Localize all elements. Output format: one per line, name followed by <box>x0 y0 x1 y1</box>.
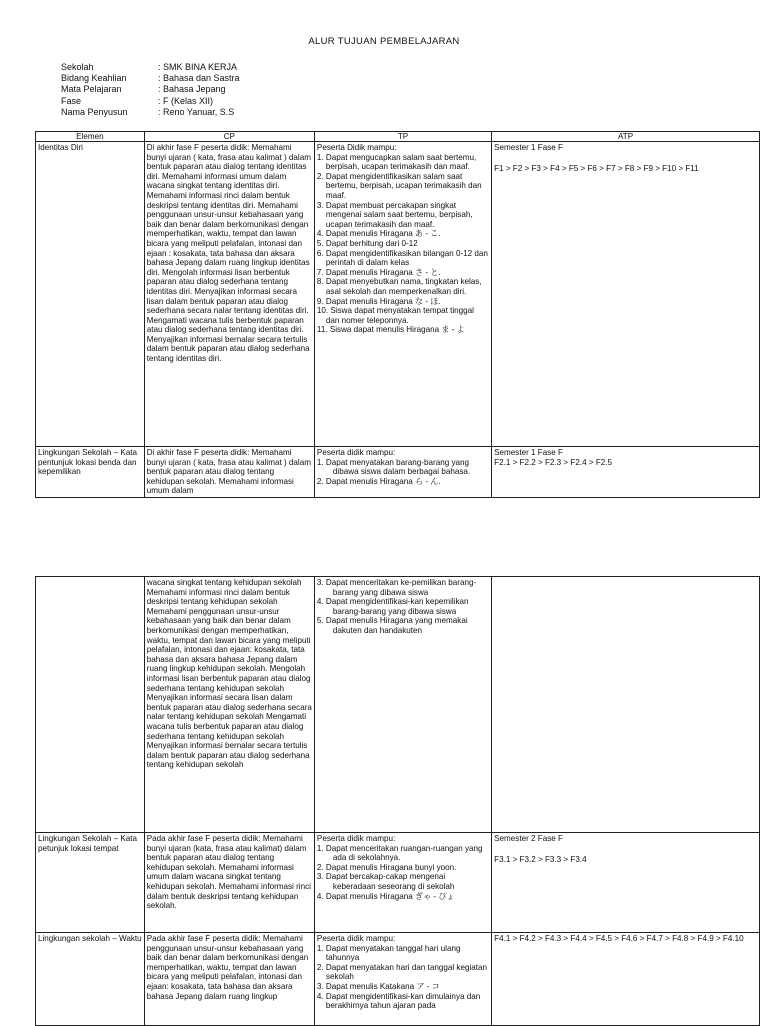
cell-elemen <box>36 577 145 833</box>
cell-atp <box>492 142 760 447</box>
atp-sequence: F4.1 > F4.2 > F4.3 > F4.4 > F4.5 > F4.6 > F4.7 > F4.8 > F4.9 > F4.10 <box>494 934 744 943</box>
meta-key: Fase <box>61 95 82 106</box>
tp-list <box>317 944 489 1011</box>
meta-value: : SMK BINA KERJA <box>158 62 238 72</box>
meta-row-subject <box>61 84 240 95</box>
table-row <box>36 577 760 833</box>
atp-title: Semester 2 Fase F <box>494 834 563 843</box>
tp-item: 8. Dapat menyebutkan nama, tingkatan kelas, asal sekolah dan memperkenalkan diri. <box>316 277 482 296</box>
atp-sequence: F1 > F2 > F3 > F4 > F5 > F6 > F7 > F8 > F9 > F10 > F11 <box>494 163 699 173</box>
atp-table-page-2 <box>35 576 760 1026</box>
cell-elemen: Lingkungan Sekolah – Kata pentunjuk lokasi benda dan kepemilikan <box>36 447 145 498</box>
tp-item: 1. Dapat menyatakan tanggal hari ulang tahunnya <box>316 943 461 963</box>
atp-table-page-1 <box>35 131 760 498</box>
tp-list <box>317 578 489 636</box>
atp-title: Semester 1 Fase F <box>494 448 563 457</box>
meta-key: Nama Penyusun <box>61 106 128 117</box>
atp-sequence: F2.1 > F2.2 > F2.3 > F2.4 > F2.5 <box>494 457 613 467</box>
cell-elemen: Lingkungan sekolah – Waktu <box>36 933 145 1026</box>
header-cp: CP <box>144 132 314 142</box>
cell-tp <box>314 833 491 933</box>
tp-item: 2. Dapat menyatakan hari dan tanggal kegiatan sekolah <box>316 962 488 982</box>
cell-cp: Di akhir fase F peserta didik: Memahami bunyi ujaran ( kata, frasa atau kalimat ) dalam bentuk paparan atau dialog tentang kehidupan sekolah. Memahami informasi umum dalam <box>144 447 314 498</box>
tp-item: 5. Dapat menulis Hiragana yang memakai dakuten dan handakuten <box>316 616 468 635</box>
meta-key: Sekolah <box>61 62 94 72</box>
table-row <box>36 833 760 933</box>
meta-row-author <box>61 107 240 118</box>
tp-item: 11. Siswa dapat menulis Hiragana ま - よ <box>316 325 465 335</box>
tp-item: 1. Dapat menceritakan ruangan-ruangan yang ada di sekolahnya. <box>316 843 483 863</box>
meta-value: : F (Kelas XII) <box>158 95 214 106</box>
tp-item: 4. Dapat mengidentifikasi-kan dimulainya dan berakhirnya tahun ajaran pada <box>316 991 481 1011</box>
tp-item: 10. Siswa dapat menyatakan tempat tinggal dan nomer teleponnya. <box>316 306 474 325</box>
tp-intro: Peserta didik mampu: <box>316 834 396 843</box>
atp-sequence: F3.1 > F3.2 > F3.3 > F3.4 <box>494 854 587 864</box>
tp-item: 3. Dapat bercakap-cakap mengenai keberadaan seseorang di sekolah <box>316 872 455 891</box>
tp-item: 9. Dapat menulis Hiragana な - ほ. <box>316 296 441 306</box>
cell-atp <box>492 933 760 1026</box>
cell-tp <box>314 142 491 447</box>
cell-cp: Pada akhir fase F peserta didik: Memahami bunyi ujaran (kata, frasa atau kalimat) dalam bentuk paparan atau dialog tentang kehidupan sekolah. Memahami informasi umum dalam wacana singkat tentang kehidupan sekolah. Memahami informasi rinci dalam bentuk deskripsi tentang kehidupan sekolah. <box>144 833 314 933</box>
meta-row-phase <box>61 96 240 107</box>
table-row <box>36 447 760 498</box>
tp-intro: Peserta didik mampu: <box>316 934 396 943</box>
cell-atp <box>492 577 760 833</box>
cell-atp <box>492 833 760 933</box>
meta-value: : Bahasa Jepang <box>158 84 226 95</box>
atp-title: Semester 1 Fase F <box>494 143 563 152</box>
cell-tp <box>314 933 491 1026</box>
header-atp: ATP <box>492 132 760 142</box>
tp-item: 2. Dapat mengidentifikasikan salam saat bertemu, berpisah, ucapan terimakasih dan maaf. <box>316 171 482 200</box>
tp-list <box>317 844 489 902</box>
tp-item: 2. Dapat menulis Hiragana bunyi yoon. <box>316 862 457 872</box>
tp-item: 1. Dapat menyatakan barang-barang yang dibawa siswa dalam berbagai bahasa. <box>316 457 471 477</box>
header-tp: TP <box>314 132 491 142</box>
document-title: ALUR TUJUAN PEMBELAJARAN <box>308 36 460 47</box>
meta-row-school <box>61 62 240 73</box>
meta-key: Mata Pelajaran <box>61 84 122 95</box>
tp-item: 3. Dapat membuat percakapan singkat mengenai salam saat bertemu, berpisah, ucapan terimakasih dan maaf. <box>316 200 473 229</box>
tp-item: 4. Dapat mengidentifikasi-kan kepemilikan barang-barang yang dibawa siswa <box>316 597 469 616</box>
cell-tp <box>314 577 491 833</box>
tp-item: 1. Dapat mengucapkan salam saat bertemu, berpisah, ucapan terimakasih dan maaf. <box>316 152 477 172</box>
tp-item: 2. Dapat menulis Hiragana ら - ん. <box>316 476 441 486</box>
document-meta <box>61 62 240 118</box>
tp-item: 3. Dapat menceritakan ke-pemilikan barang-barang yang dibawa siswa <box>316 578 477 597</box>
meta-value: : Reno Yanuar, S.S <box>158 106 235 117</box>
tp-intro: Peserta didik mampu: <box>316 448 396 457</box>
meta-key: Bidang Keahlian <box>61 73 127 84</box>
tp-list <box>317 458 489 487</box>
tp-item: 7. Dapat menulis Hiragana さ - と. <box>316 267 441 277</box>
tp-list <box>317 153 489 335</box>
cell-cp: Pada akhir fase F peserta didik: Memahami penggunaan unsur-unsur kebahasaan yang baik dan benar dalam berkomunikasi dengan memperhatikan, waktu, tempat dan lawan bicara yang meliputi pelafalan, intonasi dan ejaan: kosakata, tata bahasa dan aksara bahasa Jepang dalam ruang lingkup <box>144 933 314 1026</box>
cell-tp <box>314 447 491 498</box>
tp-intro: Peserta Didik mampu: <box>316 143 397 152</box>
table-row <box>36 933 760 1026</box>
header-elemen: Elemen <box>36 132 145 142</box>
tp-item: 4. Dapat menulis Hiragana あ - こ. <box>316 229 441 239</box>
table-row <box>36 142 760 447</box>
tp-item: 6. Dapat mengidentifikasikan bilangan 0-12 dan perintah di dalam kelas <box>316 248 488 268</box>
tp-item: 4. Dapat menulis Hiragana ぎゃ - ぴょ <box>316 891 455 901</box>
table-header-row <box>36 132 760 142</box>
cell-cp: Di akhir fase F peserta didik: Memahami bunyi ujaran ( kata, frasa atau kalimat ) dalam bentuk paparan atau dialog tentang identitas diri. Memahami informasi umum dalam wacana singkat tentang identitas diri. Memahami informasi rinci dalam bentuk deskripsi tentang identitas diri. Memahami penggunaan unsur-unsur kebahasaan yang baik dan benar dalam berkomunikasi dengan memperhatikan, waktu, tempat dan lawan bicara yang meliputi pelafalan, intonasi dan ejaan : kosakata, tata bahasa dan aksara bahasa Jepang dalam ruang lingkup identitas diri. Mengolah informasi lisan berbentuk paparan atau dialog sederhana tentang identitas diri. Menyajikan informasi secara lisan dalam bentuk paparan atau dialog sederhana secara nalar tentang identitas diri. Mengamati wacana tulis berbentuk paparan atau dialog sederhana tentang identitas diri. Menyajikan informasi bernalar secara tertulis dalam bentuk paparan atau dialog sederhana tentang identitas diri. <box>144 142 314 447</box>
cell-elemen: Identitas Diri <box>36 142 145 447</box>
meta-row-field <box>61 73 240 84</box>
cell-atp <box>492 447 760 498</box>
tp-item: 3. Dapat menulis Katakana ア - コ <box>316 981 440 991</box>
cell-elemen: Lingkungan Sekolah – Kata petunjuk lokasi tempat <box>36 833 145 933</box>
tp-item: 5. Dapat berhitung dari 0-12 <box>316 238 418 248</box>
cell-cp: wacana singkat tentang kehidupan sekolah Memahami informasi rinci dalam bentuk deskripsi tentang kehidupan sekolah Memahami penggunaan unsur-unsur kebahasaan yang baik dan benar dalam berkomunikasi dengan memperhatikan, waktu, tempat dan lawan bicara yang meliputi pelafalan, intonasi dan ejaan: kosakata, tata bahasa dan aksara bahasa Jepang dalam ruang lingkup kehidupan sekolah. Mengolah informasi lisan berbentuk paparan atau dialog sederhana tentang kehidupan sekolah Menyajikan informasi secara lisan dalam bentuk paparan atau dialog sederhana secara nalar tentang kehidupan sekolah Mengamati wacana tulis berbentuk paparan atau dialog sederhana tentang kehidupan sekolah Menyajikan informasi bernalar secara tertulis dalam bentuk paparan atau dialog sederhana tentang kehidupan sekolah <box>144 577 314 833</box>
meta-value: : Bahasa dan Sastra <box>158 73 240 84</box>
